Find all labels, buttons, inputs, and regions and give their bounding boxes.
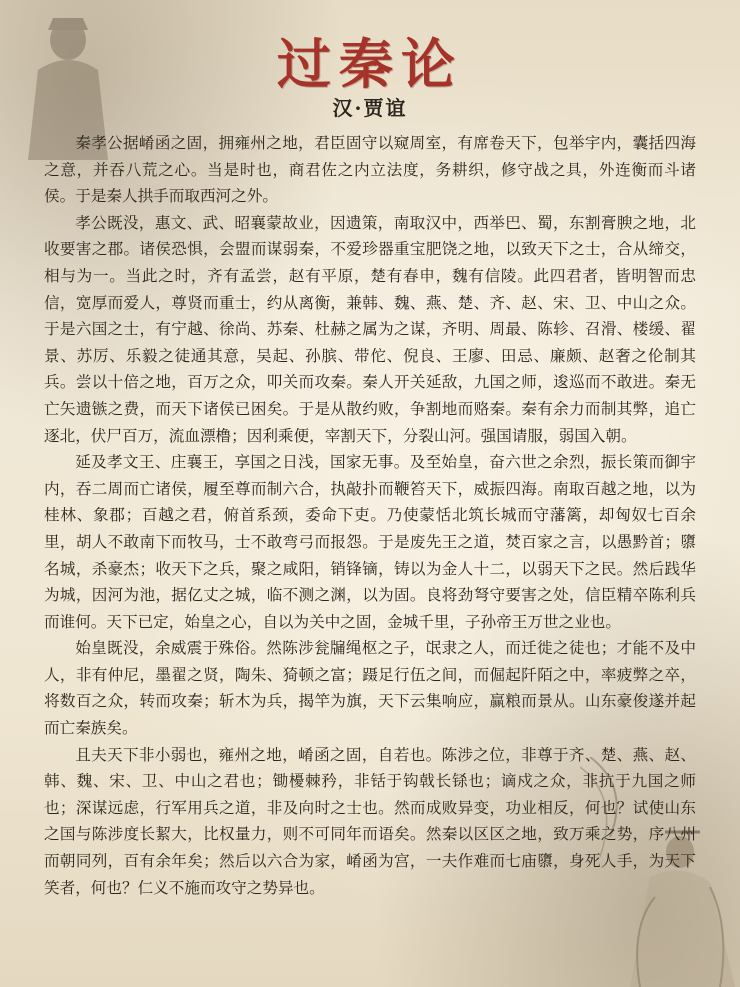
paragraph: 延及孝文王、庄襄王，享国之日浅，国家无事。及至始皇，奋六世之余烈，振长策而御宇内，吞二周而亡诸侯，履至尊而制六合，执敲扑而鞭笞天下，威振四海。南取百越之地，以为桂林、象郡；百越之君，俯首系颈，委命下吏。乃使蒙恬北筑长城而守藩篱，却匈奴七百余里，胡人不敢南下而牧马，士不敢弯弓而报怨。于是废先王之道，焚百家之言，以愚黔首；隳名城，杀豪杰；收天下之兵，聚之咸阳，销锋镝，铸以为金人十二，以弱天下之民。然后践华为城，因河为池，据亿丈之城，临不测之渊，以为固。良将劲弩守要害之处，信臣精卒陈利兵而谁何。天下已定，始皇之心，自以为关中之固，金城千里，子孙帝王万世之业也。 bbox=[44, 453, 696, 631]
paragraph: 孝公既没，惠文、武、昭襄蒙故业，因遗策，南取汉中，西举巴、蜀，东割膏腴之地，北收要害之郡。诸侯恐惧，会盟而谋弱秦，不爱珍器重宝肥饶之地，以致天下之士，合从缔交，相与为一。当此之时，齐有孟尝，赵有平原，楚有春申，魏有信陵。此四君者，皆明智而忠信，宽厚而爱人，尊贤而重士，约从离衡，兼韩、魏、燕、楚、齐、赵、宋、卫、中山之众。于是六国之士，有宁越、徐尚、苏秦、杜赫之属为之谋，齐明、周最、陈轸、召滑、楼缓、翟景、苏厉、乐毅之徒通其意，吴起、孙膑、带佗、倪良、王廖、田忌、廉颇、赵奢之伦制其兵。尝以十倍之地，百万之众，叩关而攻秦。秦人开关延敌，九国之师，逡巡而不敢进。秦无亡矢遗镞之费，而天下诸侯已困矣。于是从散约败，争割地而赂秦。秦有余力而制其弊，追亡逐北，伏尸百万，流血漂橹；因利乘便，宰割天下，分裂山河。强国请服，弱国入朝。 bbox=[44, 213, 696, 445]
author-byline: 汉·贾谊 bbox=[332, 96, 408, 120]
paragraph: 秦孝公据崤函之固，拥雍州之地，君臣固守以窥周室，有席卷天下，包举宇内，囊括四海之意，并吞八荒之心。当是时也，商君佐之内立法度，务耕织，修守战之具，外连衡而斗诸侯。于是秦人拱手而取西河之外。 bbox=[44, 134, 696, 206]
page-title: 过秦论 bbox=[277, 32, 463, 96]
paragraph: 始皇既没，余威震于殊俗。然陈涉瓮牖绳枢之子，氓隶之人，而迁徙之徒也；才能不及中人，非有仲尼，墨翟之贤，陶朱、猗顿之富；蹑足行伍之间，而倔起阡陌之中，率疲弊之卒，将数百之众，转而攻秦；斩木为兵，揭竿为旗，天下云集响应，赢粮而景从。山东豪俊遂并起而亡秦族矣。 bbox=[44, 639, 696, 738]
essay-body bbox=[44, 130, 696, 901]
paragraph: 且夫天下非小弱也，雍州之地，崤函之固，自若也。陈涉之位，非尊于齐、楚、燕、赵、韩、魏、宋、卫、中山之君也；锄櫌棘矜，非铦于钩戟长铩也；谪戍之众，非抗于九国之师也；深谋远虑，行军用兵之道，非及向时之士也。然而成败异变，功业相反，何也？试使山东之国与陈涉度长絜大，比权量力，则不可同年而语矣。然秦以区区之地，致万乘之势，序八州而朝同列，百有余年矣；然后以六合为家，崤函为宫，一夫作难而七庙隳，身死人手，为天下笑者，何也？仁义不施而攻守之势异也。 bbox=[44, 745, 696, 897]
